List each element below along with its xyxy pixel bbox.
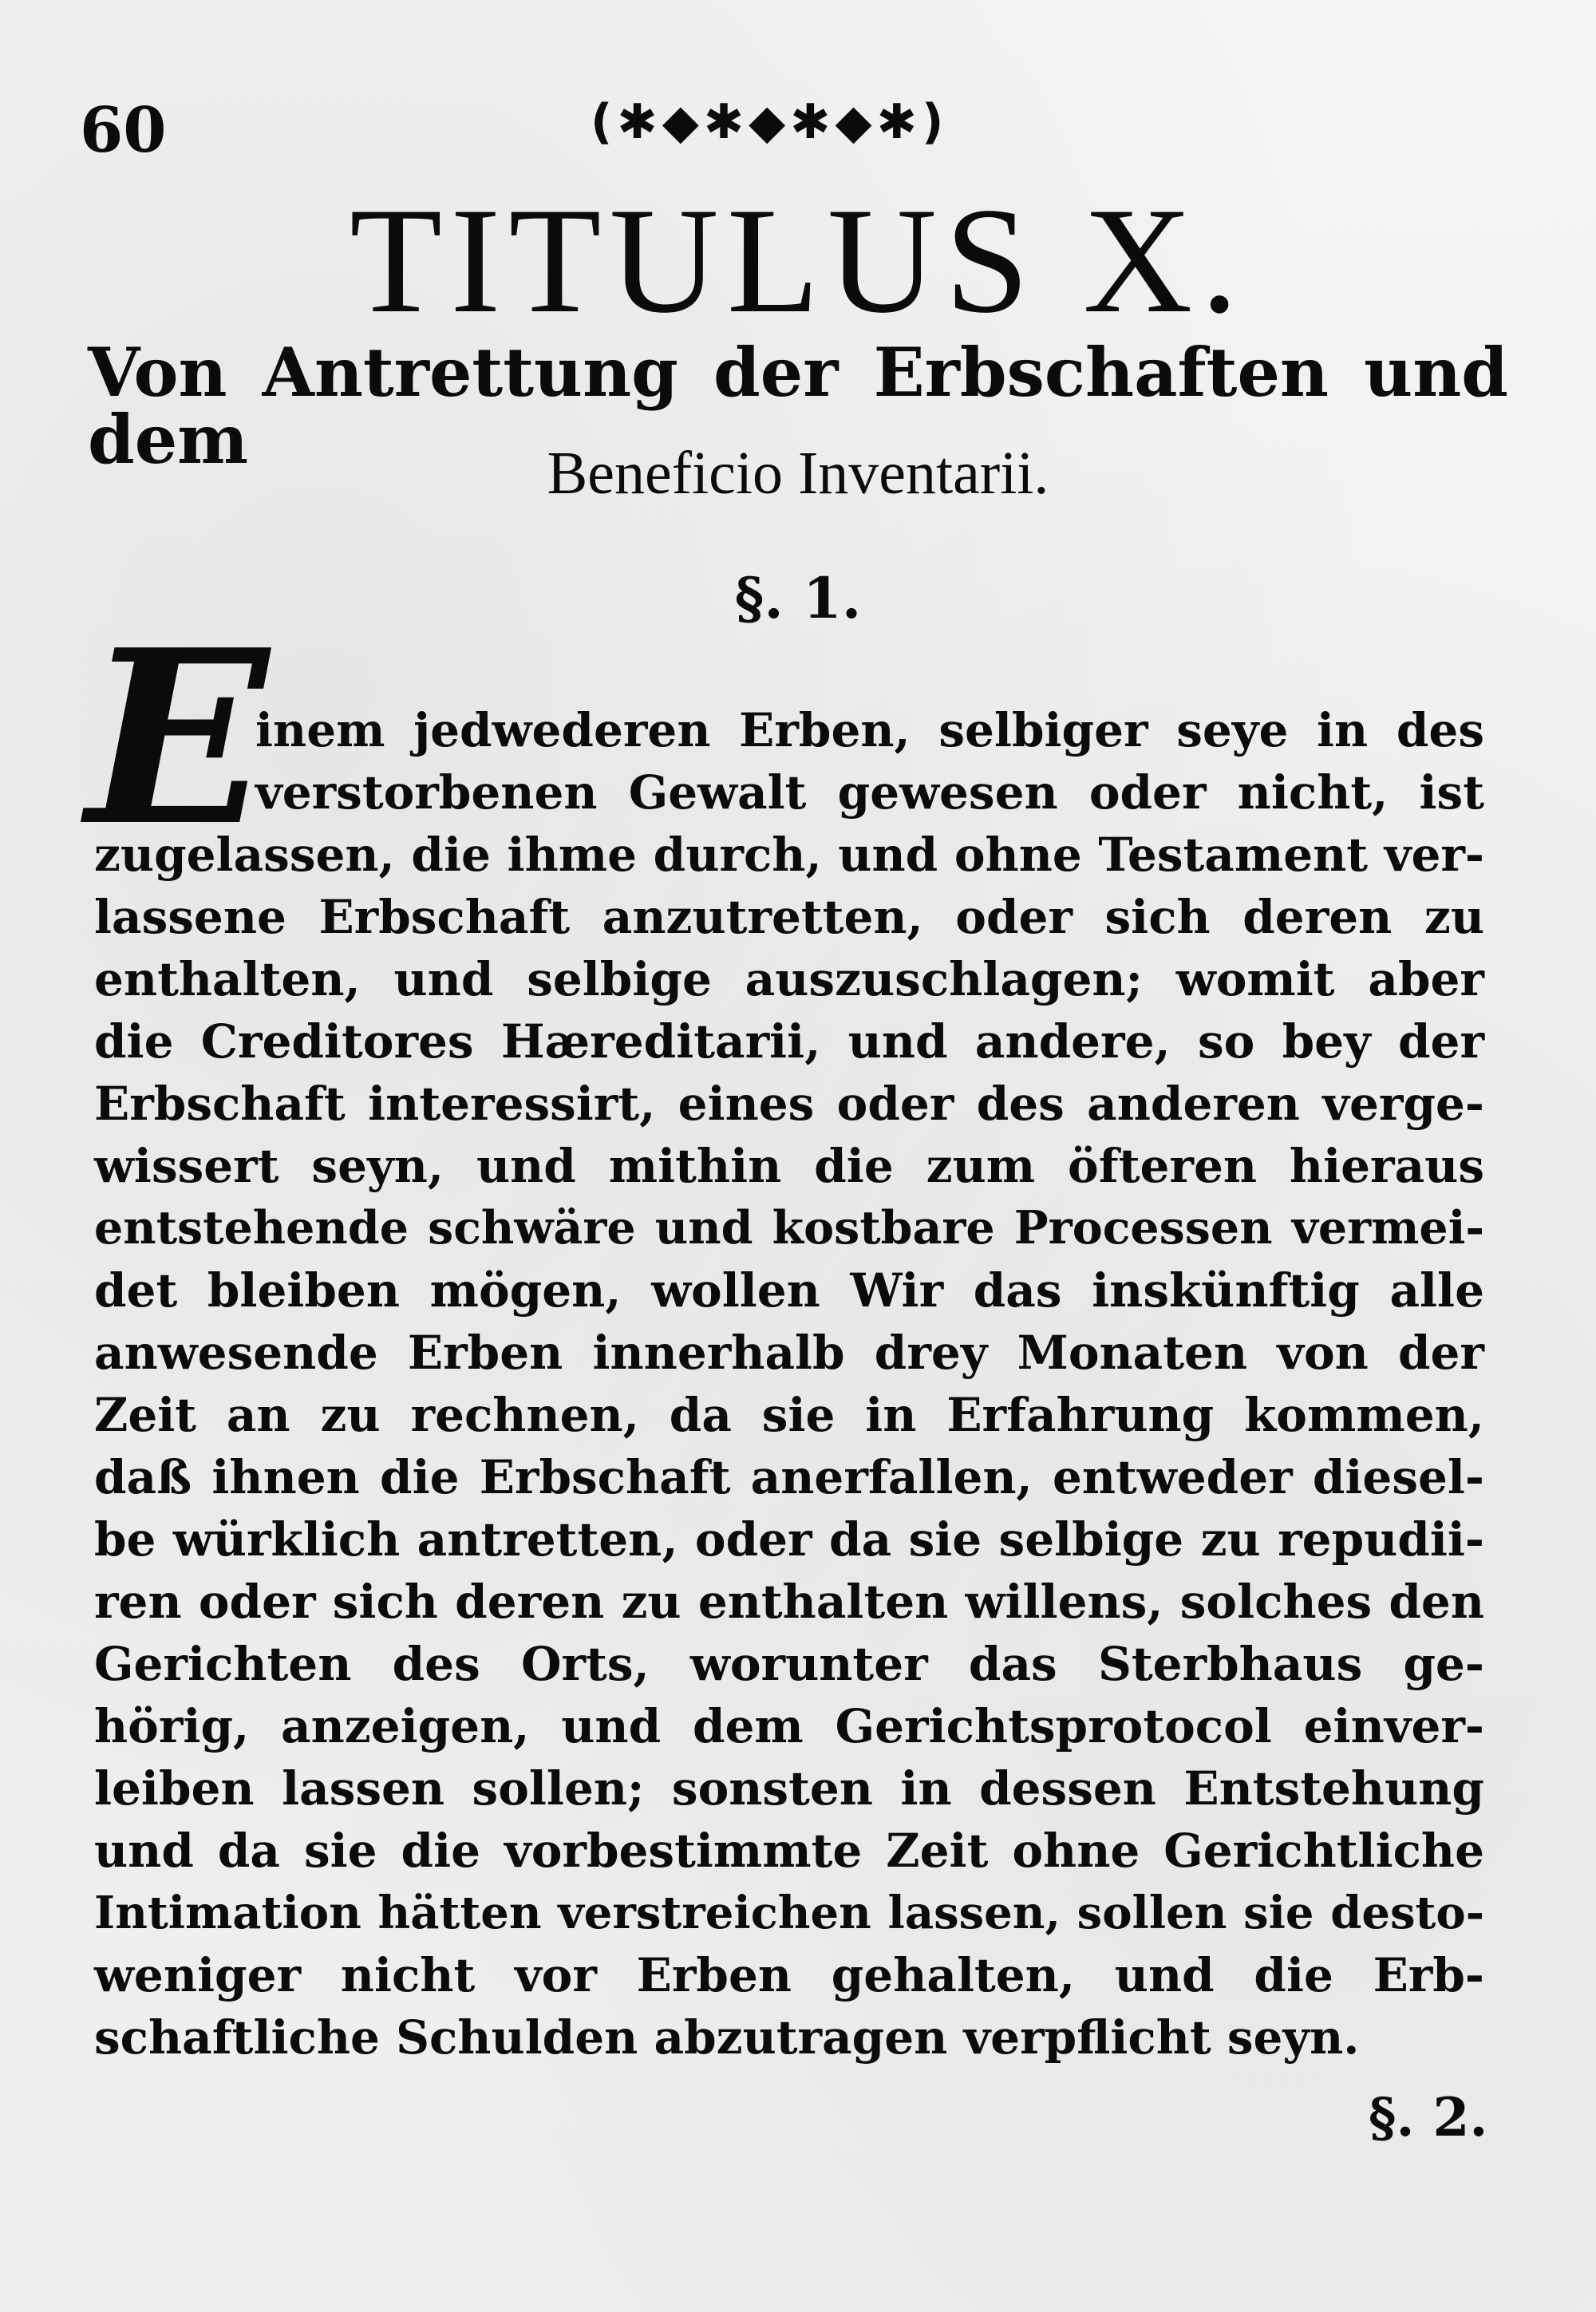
text-line: Erbschaft interessirt, eines oder des anderen verge- <box>94 1077 1484 1131</box>
text-line: Gerichten des Orts, worunter das Sterbhaus ge- <box>94 1637 1484 1691</box>
text-line: enthalten, und selbige auszuschlagen; womit aber <box>94 952 1484 1006</box>
text-line: Intimation hätten verstreichen lassen, sollen sie desto- <box>94 1887 1484 1939</box>
text-line: zugelassen, die ihme durch, und ohne Testament ver- <box>94 828 1484 882</box>
text-line: schaftliche Schulden abzutragen verpflicht seyn. <box>94 2010 1360 2065</box>
page-number: 60 <box>80 94 167 167</box>
text-line: leiben lassen sollen; sonsten in dessen Entstehung <box>94 1761 1484 1816</box>
section-number: §. 1. <box>734 565 862 631</box>
text-line: be würklich antretten, oder da sie selbige zu repudii- <box>94 1512 1484 1567</box>
chapter-subtitle-line-1: Von Antrettung der Erbschaften und dem <box>88 333 1508 479</box>
text-line: verstorbenen Gewalt gewesen oder nicht, ist <box>255 765 1484 820</box>
text-line: die Creditores Hæreditarii, und andere, so bey der <box>94 1014 1484 1069</box>
drop-cap-initial: E <box>86 597 269 879</box>
page-header <box>80 94 1532 166</box>
text-line: Zeit an zu rechnen, da sie in Erfahrung kommen, <box>94 1388 1484 1442</box>
text-line: lassene Erbschaft anzutretten, oder sich deren zu <box>94 890 1484 944</box>
text-line: entstehende schwäre und kostbare Processen vermei- <box>94 1201 1484 1255</box>
text-line: hörig, anzeigen, und dem Gerichtsprotocol einver- <box>94 1699 1484 1753</box>
text-line: ren oder sich deren zu enthalten willens, solches den <box>94 1575 1484 1629</box>
text-line: anwesende Erben innerhalb drey Monaten von der <box>94 1326 1484 1380</box>
text-line: inem jedwederen Erben, selbiger seye in des <box>255 703 1484 757</box>
text-line: wissert seyn, und mithin die zum öfteren hieraus <box>94 1139 1484 1193</box>
text-line: weniger nicht vor Erben gehalten, und die Erb- <box>94 1948 1484 2002</box>
chapter-title: TITULUS X. <box>350 177 1246 345</box>
text-line: daß ihnen die Erbschaft anerfallen, entweder diesel- <box>94 1450 1484 1504</box>
text-line: det bleiben mögen, wollen Wir das inskünftig alle <box>94 1263 1484 1318</box>
text-line: und da sie die vorbestimmte Zeit ohne Gerichtliche <box>94 1824 1484 1878</box>
catchword: §. 2. <box>1369 2086 1488 2148</box>
header-ornament: (✱◆✱◆✱◆✱) <box>591 94 949 150</box>
chapter-subtitle-line-2: Beneficio Inventarii. <box>547 440 1049 507</box>
